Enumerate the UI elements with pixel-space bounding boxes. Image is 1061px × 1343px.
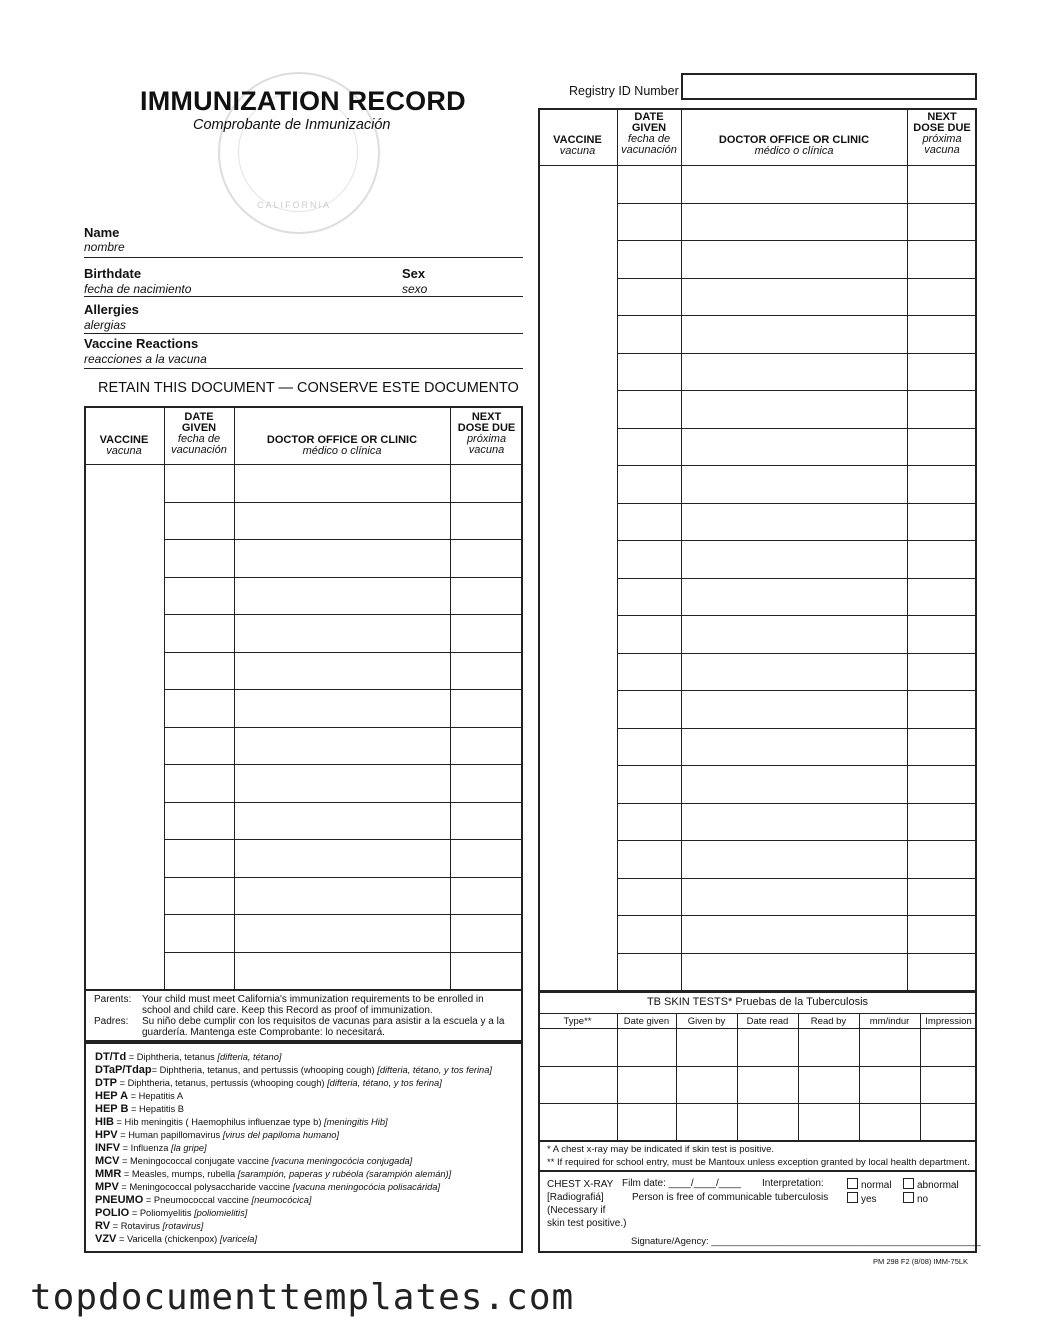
birthdate-sub: fecha de nacimiento bbox=[84, 282, 192, 296]
right-table-row[interactable] bbox=[617, 653, 976, 691]
abbreviation-item: POLIO = Poliomyelitis [poliomielitis] bbox=[95, 1207, 248, 1219]
left-table-row[interactable] bbox=[164, 914, 522, 952]
tb-column-header: Read by bbox=[810, 1016, 847, 1027]
abbreviation-item: RV = Rotavirus [rotavirus] bbox=[95, 1220, 204, 1232]
abbreviation-item: DTP = Diphtheria, tetanus, pertussis (whooping cough) [difteria, tétano, y tos ferina] bbox=[95, 1077, 442, 1089]
right-table-row[interactable] bbox=[617, 353, 976, 391]
allergies-field[interactable] bbox=[84, 333, 523, 334]
tb-column-header: mm/indur bbox=[869, 1016, 910, 1027]
right-table-row[interactable] bbox=[617, 615, 976, 653]
abbreviation-item: MPV = Meningococcal polysaccharide vaccine [vacuna meningocócia polisacárida] bbox=[95, 1181, 441, 1193]
sex-label: Sex bbox=[402, 266, 426, 281]
abbreviation-item: HEP B = Hepatitis B bbox=[95, 1103, 184, 1115]
abbreviation-item: HPV = Human papillomavirus [virus del papiloma humano] bbox=[95, 1129, 340, 1141]
right-table-row[interactable] bbox=[617, 803, 976, 841]
registry-id-label: Registry ID Number bbox=[569, 84, 679, 98]
tb-column-header: Date given bbox=[623, 1016, 670, 1027]
form-subtitle: Comprobante de Inmunización bbox=[193, 117, 391, 133]
abbreviation-item: HEP A = Hepatitis A bbox=[95, 1090, 184, 1102]
right-table-row[interactable] bbox=[617, 728, 976, 766]
chest-xray-label: CHEST X-RAY [Radiografiá] (Necessary if skin test positive.) bbox=[547, 1179, 627, 1229]
left-table-row[interactable] bbox=[164, 727, 522, 765]
left-table-row[interactable] bbox=[164, 689, 522, 727]
left-table-row[interactable] bbox=[164, 839, 522, 877]
right-table-header: VACCINE vacuna DATE GIVEN fecha de vacunación DOCTOR OFFICE OR CLINIC médico o clínica NEXT DOSE DUE próxima vacuna bbox=[553, 111, 971, 157]
tb-column-header: Impression bbox=[925, 1016, 972, 1027]
tb-column-header: Date read bbox=[746, 1016, 789, 1027]
reactions-sub: reacciones a la vacuna bbox=[84, 352, 207, 366]
allergies-label: Allergies bbox=[84, 302, 139, 317]
tb-note-1: * A chest x-ray may be indicated if skin test is positive. bbox=[547, 1144, 775, 1155]
tb-note-2: ** If required for school entry, must be Mantoux unless exception granted by local health department. bbox=[547, 1157, 970, 1168]
allergies-sub: alergias bbox=[84, 318, 127, 332]
right-table-row[interactable] bbox=[617, 240, 976, 278]
right-table-row[interactable] bbox=[617, 578, 976, 616]
abbreviation-item: DTaP/Tdap= Diphtheria, tetanus, and pertussis (whooping cough) [difteria, tétano, y tos ferina] bbox=[95, 1064, 492, 1076]
left-table-row[interactable] bbox=[164, 764, 522, 802]
left-table-row[interactable] bbox=[164, 652, 522, 690]
name-field[interactable] bbox=[84, 257, 523, 258]
birthdate-field[interactable] bbox=[84, 296, 523, 297]
right-table-row[interactable] bbox=[617, 165, 976, 203]
interpretation-label: Interpretation: bbox=[762, 1178, 824, 1189]
right-table-row[interactable] bbox=[617, 203, 976, 241]
left-table-row[interactable] bbox=[164, 577, 522, 615]
left-table-row[interactable] bbox=[164, 802, 522, 840]
right-table-row[interactable] bbox=[617, 915, 976, 953]
right-table-row[interactable] bbox=[617, 465, 976, 503]
left-table-row[interactable] bbox=[164, 502, 522, 540]
right-table-row[interactable] bbox=[617, 765, 976, 803]
right-table-row[interactable] bbox=[617, 390, 976, 428]
signature-field[interactable]: Signature/Agency: ___________________________________________________ bbox=[631, 1236, 981, 1247]
tb-column-header: Type** bbox=[563, 1016, 592, 1027]
tb-title: TB SKIN TESTS* Pruebas de la Tuberculosis bbox=[646, 996, 869, 1008]
left-table-row[interactable] bbox=[164, 877, 522, 915]
parents-notice: Parents: Your child must meet California's immunization requirements to be enrolled in school and child care. Keep this Record as proof of immunization. Padres: Su niño debe cumplir con los requisitos de vacunas para asistir a la escuela y a la guardería. Mantenga este Comprobante: lo necesitará. bbox=[84, 989, 523, 1042]
abbreviation-item: HIB = Hib meningitis ( Haemophilus influenzae type b) [meningitis Hib] bbox=[95, 1116, 388, 1128]
right-table-row[interactable] bbox=[617, 878, 976, 916]
film-date-field[interactable]: Film date: ____/____/____ bbox=[622, 1178, 741, 1189]
right-table-row[interactable] bbox=[617, 428, 976, 466]
form-code: PM 298 F2 (8/08) IMM-75LK bbox=[873, 1257, 969, 1266]
left-table-header: VACCINE vacuna DATE GIVEN fecha de vacunación DOCTOR OFFICE OR CLINIC médico o clínica NEXT DOSE DUE próxima vacuna bbox=[99, 411, 516, 457]
yes-checkbox[interactable]: yes bbox=[847, 1192, 877, 1205]
right-table-row[interactable] bbox=[617, 315, 976, 353]
left-table-row[interactable] bbox=[164, 952, 522, 990]
tb-column-line bbox=[798, 1013, 799, 1140]
right-table-row[interactable] bbox=[617, 278, 976, 316]
right-table-row[interactable] bbox=[617, 690, 976, 728]
reactions-label: Vaccine Reactions bbox=[84, 336, 199, 351]
abbreviation-item: VZV = Varicella (chickenpox) [varicela] bbox=[95, 1233, 258, 1245]
sex-sub: sexo bbox=[402, 282, 428, 296]
normal-checkbox[interactable]: normal bbox=[847, 1178, 892, 1191]
left-table-row[interactable] bbox=[164, 539, 522, 577]
abnormal-checkbox[interactable]: abnormal bbox=[903, 1178, 959, 1191]
abbreviation-item: INFV = Influenza [la gripe] bbox=[95, 1142, 207, 1154]
abbreviation-item: DT/Td = Diphtheria, tetanus [difteria, tétano] bbox=[95, 1051, 282, 1063]
right-table-row[interactable] bbox=[617, 540, 976, 578]
seal-text: CALIFORNIA bbox=[257, 200, 332, 210]
right-table-row[interactable] bbox=[617, 503, 976, 541]
abbreviation-item: MCV = Meningococcal conjugate vaccine [vacuna meningocócia conjugada] bbox=[95, 1155, 413, 1167]
left-table-row[interactable] bbox=[164, 614, 522, 652]
abbreviation-item: MMR = Measles, mumps, rubella [sarampión, paperas y rubéola (sarampión alemán)] bbox=[95, 1168, 452, 1180]
tb-column-line bbox=[920, 1013, 921, 1140]
tb-free-label: Person is free of communicable tuberculosis bbox=[632, 1192, 829, 1203]
form-title: IMMUNIZATION RECORD bbox=[140, 86, 466, 116]
right-table-row[interactable] bbox=[617, 953, 976, 991]
registry-id-field[interactable] bbox=[681, 73, 977, 100]
tb-column-line bbox=[617, 1013, 618, 1140]
left-table-row[interactable] bbox=[164, 464, 522, 502]
abbreviation-item: PNEUMO = Pneumococcal vaccine [neumocócica] bbox=[95, 1194, 312, 1206]
retain-notice: RETAIN THIS DOCUMENT — CONSERVE ESTE DOCUMENTO bbox=[98, 380, 519, 396]
tb-column-line bbox=[859, 1013, 860, 1140]
tb-column-line bbox=[737, 1013, 738, 1140]
tb-column-header: Given by bbox=[687, 1016, 726, 1027]
right-table-row[interactable] bbox=[617, 840, 976, 878]
watermark: topdocumenttemplates.com bbox=[30, 1277, 575, 1318]
no-checkbox[interactable]: no bbox=[903, 1192, 928, 1205]
name-label: Name bbox=[84, 225, 120, 240]
birthdate-label: Birthdate bbox=[84, 266, 142, 281]
name-sub: nombre bbox=[84, 240, 125, 254]
tb-column-line bbox=[676, 1013, 677, 1140]
reactions-field[interactable] bbox=[84, 368, 523, 369]
